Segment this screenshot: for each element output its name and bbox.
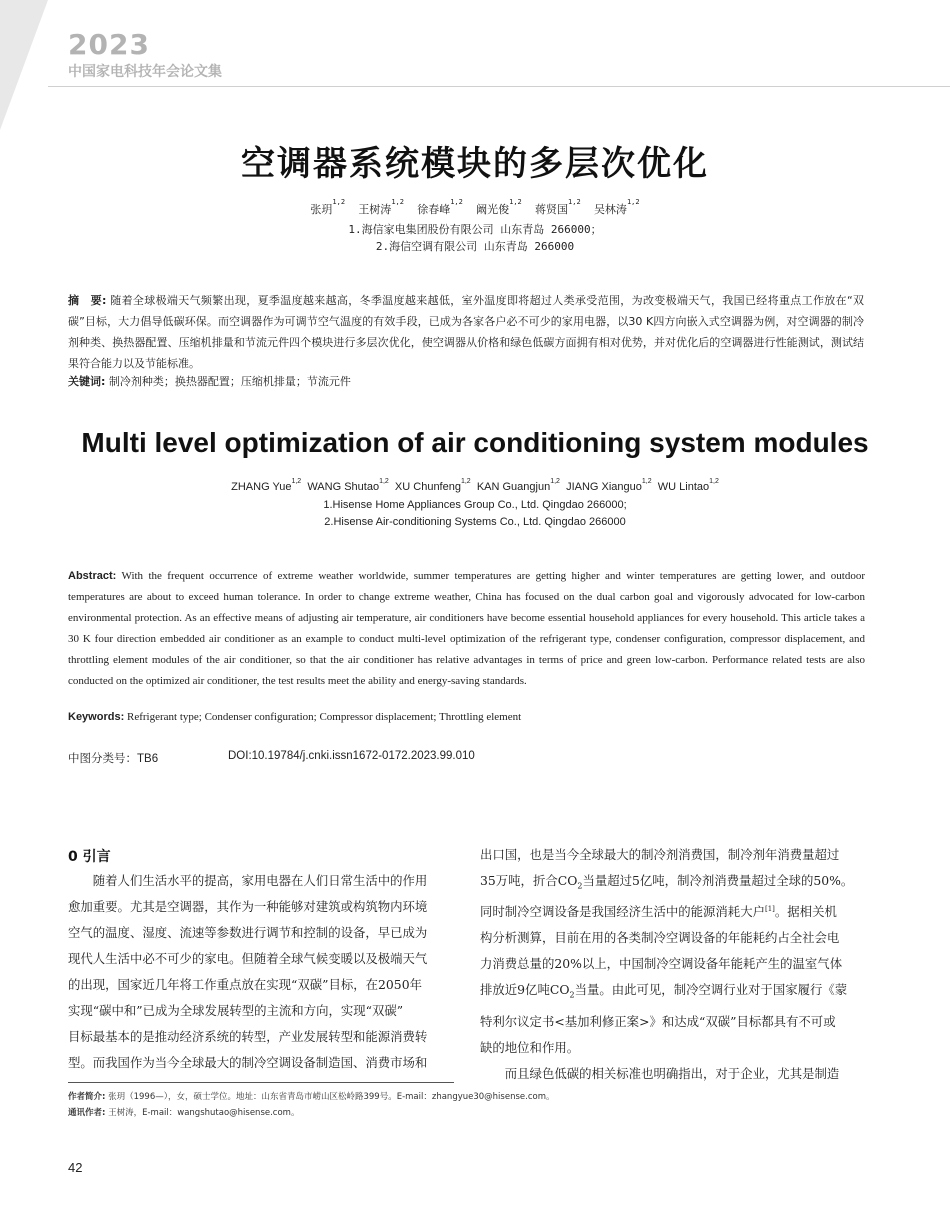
text-line: 随着人们生活水平的提高，家用电器在人们日常生活中的作用 [68,873,428,888]
author-affil-sup: 1,2 [291,478,302,485]
subscript: 2 [577,881,583,891]
subscript: 2 [569,990,575,1000]
doi: DOI:10.19784/j.cnki.issn1672-0172.2023.99.010 [228,750,475,762]
footnote-author [68,1090,554,1102]
section-heading: 0 引言 [68,849,111,865]
footnote-text: 张玥（1996—），女，硕士学位。地址：山东省青岛市崂山区松岭路399号。E-mail：zhangyue30@hisense.com。 [108,1092,555,1102]
header-divider [48,86,950,87]
author-affil-sup: 1,2 [509,198,522,206]
text-line: 力消费总量的20%以上，中国制冷空调设备年能耗产生的温室气体 [480,956,843,972]
abstract-text: With the frequent occurrence of extreme weather worldwide, summer temperatures are getting higher and winter temperatures are getting lower, and outdoor temperatures are about to exceed human tolerance. In order to change extreme weather, China has focused on the dual carbon goal and vigorously advocated for low-carbon environmental protection. As an effective means of adjusting air temperature, air conditioners have become essential household appliances for every household. This article takes a 30 K four direction embedded air conditioner as an example to conduct multi-level optimization of the refrigerant type, condenser configuration, compressor displacement, and throttling element modules of the air conditioner, so that the air conditioner has relative advantages in terms of price and green low-carbon. Performance related tests are also conducted on the optimized air conditioner, the test results meet the ability and energy-saving standards. [68,570,865,687]
author: KAN Guangjun [476,481,551,493]
chinese-keywords [68,373,351,389]
corner-decoration [0,0,48,130]
journal-name: 中国家电科技年会论文集 [68,64,222,80]
author: 王树涛 [358,203,392,216]
author: 徐春峰 [417,203,451,216]
chinese-authors [0,198,950,217]
chinese-abstract [68,290,864,374]
author: XU Chunfeng [394,481,461,493]
author: WANG Shutao [307,481,380,493]
text-run: 排放近9亿吨CO [480,982,570,998]
author-affil-sup: 1,2 [332,198,346,206]
author-affil-sup: 1,2 [568,198,581,206]
english-authors [0,478,950,493]
author: 张玥 [310,203,333,216]
author-affil-sup: 1,2 [550,478,560,485]
text-line [480,899,870,925]
footnote-text: 王树涛，E-mail：wangshutao@hisense.com。 [108,1108,300,1118]
text-run: 。据相关机 [774,904,837,920]
english-keywords [68,711,521,723]
author-affil-sup: 1,2 [641,478,652,485]
footnote-label: 作者简介: [68,1092,106,1102]
chinese-affiliation-1: 1.海信家电集团股份有限公司 山东青岛 266000； [348,223,602,236]
journal-year: 2023 [68,28,150,61]
text-line: 目标最基本的是推动经济系统的转型，产业发展转型和能源消费转 [68,1029,428,1044]
text-line: 空气的温度、湿度、流速等参数进行调节和控制的设备，早已成为 [68,925,428,940]
page-number: 42 [68,1160,83,1175]
chinese-affiliation-2: 2.海信空调有限公司 山东青岛 266000 [375,240,575,253]
abstract-label: 摘 要: [68,294,107,307]
text-line: 现代人生活中必不可少的家电。但随着全球气候变暖以及极端天气 [68,951,428,966]
keywords-label: Keywords: [68,711,125,723]
author-affil-sup: 1,2 [709,478,719,485]
keywords-text: 制冷剂种类；换热器配置；压缩机排量；节流元件 [108,375,351,388]
citation-ref: [1] [764,905,775,914]
left-column [68,868,460,1076]
text-run: 35万吨，折合CO [480,873,578,888]
author-affil-sup: 1,2 [626,198,640,206]
footnote-corresponding [68,1106,299,1118]
footnote-divider [68,1082,454,1083]
english-affiliation-1: 1.Hisense Home Appliances Group Co., Ltd. Qingdao 266000; [323,499,627,511]
text-line: 型。而我国作为当今全球最大的制冷空调设备制造国、消费市场和 [68,1055,428,1070]
text-line: 愈加重要。尤其是空调器，其作为一种能够对建筑或构筑物内环境 [68,899,428,914]
author-affil-sup: 1,2 [391,198,404,206]
text-line: 而且绿色低碳的相关标准也明确指出，对于企业，尤其是制造 [480,1065,840,1081]
author-affil-sup: 1,2 [450,198,463,206]
abstract-label: Abstract: [68,570,117,582]
author: ZHANG Yue [231,481,292,493]
text-line: 实现“碳中和”已成为全球发展转型的主流和方向，实现“双碳” [68,1003,404,1018]
author: JIANG Xianguo [566,481,642,493]
text-line: 构分析测算，目前在用的各类制冷空调设备的年能耗约占全社会电 [480,930,840,946]
english-abstract [68,566,865,692]
text-line: 特利尔议定书<基加利修正案>》和达成“双碳”目标都具有不可或 [480,1013,836,1029]
abstract-text: 随着全球极端天气频繁出现，夏季温度越来越高，冬季温度越来越低，室外温度即将超过人类承受范围，为改变极端天气，我国已经将重点工作放在“双碳”目标，大力倡导低碳环保。而空调器作为可调节空气温度的有效手段，已成为各家各户必不可少的家用电器，以30 K四方向嵌入式空调器为例，对空调器的制冷剂种类、换热器配置、压缩机排量和节流元件四个模块进行多层次优化，使空调器从价格和绿色低碳方面拥有相对优势，并对优化后的空调器进行性能测试，测试结果符合能力以及节能标准。 [68,294,864,370]
english-affiliation-2: 2.Hisense Air-conditioning Systems Co., Ltd. Qingdao 266000 [324,516,626,528]
author: 阚光俊 [476,203,510,216]
keywords-text: Refrigerant type; Condenser configuration; Compressor displacement; Throttling element [127,711,522,723]
text-line: 的出现，国家近几年将工作重点放在实现“双碳”目标，在2050年 [68,977,422,992]
footnote-label: 通讯作者: [68,1108,106,1118]
chinese-title: 空调器系统模块的多层次优化 [241,144,709,184]
text-line [480,977,870,1008]
author: 吴林涛 [593,203,627,216]
author: WU Lintao [657,481,710,493]
right-column [480,842,870,1087]
text-run: 同时制冷空调设备是我国经济生活中的能源消耗大户 [480,904,765,920]
english-title: Multi level optimization of air conditioning system modules [81,427,869,458]
text-line: 出口国，也是当今全球最大的制冷剂消费国，制冷剂年消费量超过 [480,847,840,862]
classification-number: 中图分类号：TB6 [68,753,159,765]
author-affil-sup: 1,2 [379,478,389,485]
author-affil-sup: 1,2 [460,478,471,485]
author: 蒋贤国 [535,203,569,216]
text-line: 缺的地位和作用。 [480,1039,580,1055]
text-line [480,868,870,899]
text-run: 当量超过5亿吨，制冷剂消费量超过全球的50%。 [582,873,854,888]
keywords-label: 关键词: [68,375,106,388]
text-run: 当量。由此可见，制冷空调行业对于国家履行《蒙 [574,982,848,998]
